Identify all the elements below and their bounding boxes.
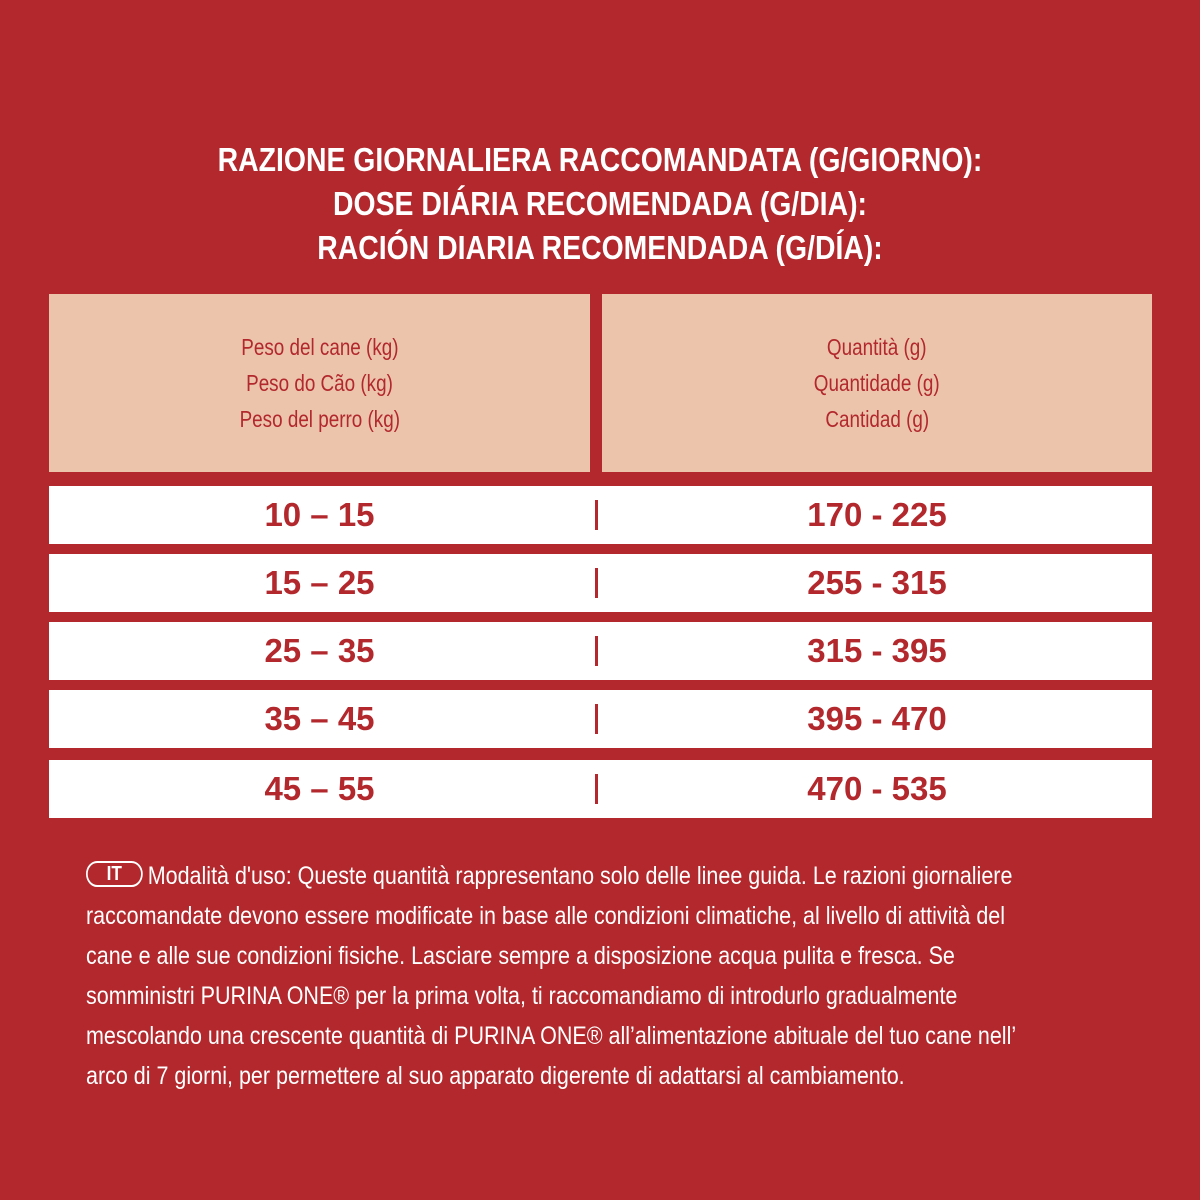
quantity-cell: 255 - 315: [807, 564, 947, 601]
column-divider: [595, 500, 598, 530]
page-title: [84, 138, 1116, 270]
title-line-spanish: RACIÓN DIARIA RECOMENDADA (G/DÍA):: [317, 229, 883, 266]
language-badge: IT: [86, 861, 143, 887]
header-weight-es: Peso del perro (kg): [239, 406, 400, 432]
weight-cell: 15 – 25: [264, 564, 375, 601]
header-quantity-it: Quantità (g): [827, 334, 927, 360]
table-header-quantity: [602, 294, 1152, 472]
table-row: [49, 690, 1152, 748]
weight-cell: 35 – 45: [264, 700, 375, 737]
header-quantity-es: Cantidad (g): [825, 406, 929, 432]
quantity-cell: 315 - 395: [807, 632, 947, 669]
column-divider: [595, 568, 598, 598]
column-divider: [595, 636, 598, 666]
weight-cell: 45 – 55: [264, 770, 375, 807]
quantity-cell: 170 - 225: [807, 496, 947, 533]
note-line: mescolando una crescente quantità di PURINA ONE® all’alimentazione abituale del tuo cane nell’: [86, 1022, 1017, 1050]
header-weight-pt: Peso do Cão (kg): [246, 370, 393, 396]
weight-cell: 10 – 15: [264, 496, 375, 533]
note-line: cane e alle sue condizioni fisiche. Lasciare sempre a disposizione acqua pulita e fresca. Se: [86, 942, 955, 970]
header-quantity-pt: Quantidade (g): [814, 370, 940, 396]
note-line-text: Modalità d'uso: Queste quantità rappresentano solo delle linee guida. Le razioni giornaliere: [147, 862, 1013, 890]
table-row: [49, 554, 1152, 612]
note-line: somministri PURINA ONE® per la prima volta, ti raccomandiamo di introdurlo gradualmente: [86, 982, 958, 1010]
table-row: [49, 622, 1152, 680]
quantity-cell: 395 - 470: [807, 700, 947, 737]
weight-cell: 25 – 35: [264, 632, 375, 669]
note-line: [86, 856, 1127, 896]
usage-instructions: [86, 856, 1126, 1096]
column-divider: [595, 774, 598, 804]
quantity-cell: 470 - 535: [807, 770, 947, 807]
note-line: arco di 7 giorni, per permettere al suo apparato digerente di adattarsi al cambiamento.: [86, 1062, 905, 1090]
title-line-portuguese: DOSE DIÁRIA RECOMENDADA (G/DIA):: [333, 185, 867, 222]
note-line: raccomandate devono essere modificate in base alle condizioni climatiche, al livello di attività del: [86, 902, 1006, 930]
header-weight-it: Peso del cane (kg): [240, 334, 399, 360]
table-row: [49, 760, 1152, 818]
table-header-weight: [49, 294, 590, 472]
column-divider: [595, 704, 598, 734]
title-line-italian: RAZIONE GIORNALIERA RACCOMANDATA (G/GIORNO):: [217, 141, 983, 178]
table-row: [49, 486, 1152, 544]
